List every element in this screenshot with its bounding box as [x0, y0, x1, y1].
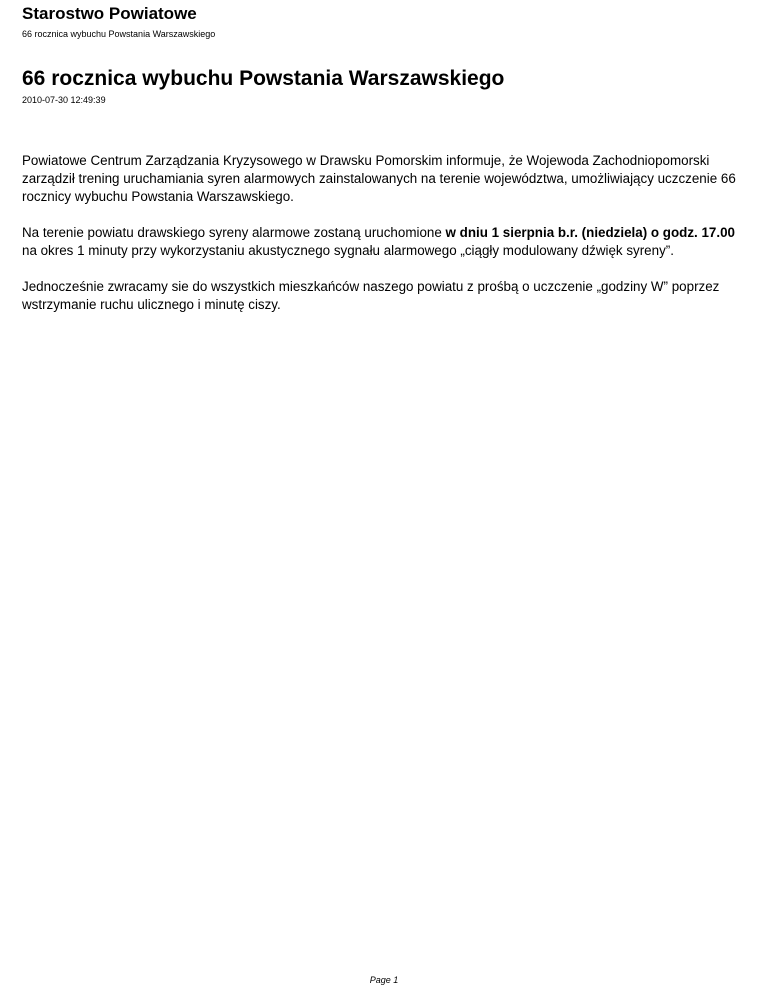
- site-title: Starostwo Powiatowe: [22, 4, 197, 23]
- page-number: Page 1: [369, 975, 399, 985]
- paragraph-2-text-before: Na terenie powiatu drawskiego syreny alarmowe zostaną uruchomione: [22, 225, 446, 240]
- article-paragraph-2: [22, 224, 752, 260]
- paragraph-2-text-after: na okres 1 minuty przy wykorzystaniu akustycznego sygnału alarmowego „ciągły modulowany dźwięk syreny”.: [22, 243, 674, 258]
- article-paragraph-3: Jednocześnie zwracamy sie do wszystkich mieszkańców naszego powiatu z prośbą o uczczenie „godziny W” poprzez wstrzymanie ruchu ulicznego i minutę ciszy.: [22, 279, 720, 312]
- article-date: 2010-07-30 12:49:39: [22, 95, 106, 105]
- page-header: [22, 4, 746, 40]
- article-paragraph-1: Powiatowe Centrum Zarządzania Kryzysowego w Drawsku Pomorskim informuje, że Wojewoda Zachodniopomorski zarządził trening uruchamiania syren alarmowych zainstalowanych na terenie województwa, umożliwiający uczczenie 66 rocznicy wybuchu Powstania Warszawskiego.: [22, 153, 736, 204]
- paragraph-2-date-emphasis: w dniu 1 sierpnia b.r. (niedziela) o godz. 17.00: [445, 225, 735, 240]
- breadcrumb: 66 rocznica wybuchu Powstania Warszawskiego: [22, 29, 216, 39]
- article-body: [22, 152, 752, 314]
- article-title: 66 rocznica wybuchu Powstania Warszawskiego: [22, 67, 505, 90]
- article: [22, 66, 752, 332]
